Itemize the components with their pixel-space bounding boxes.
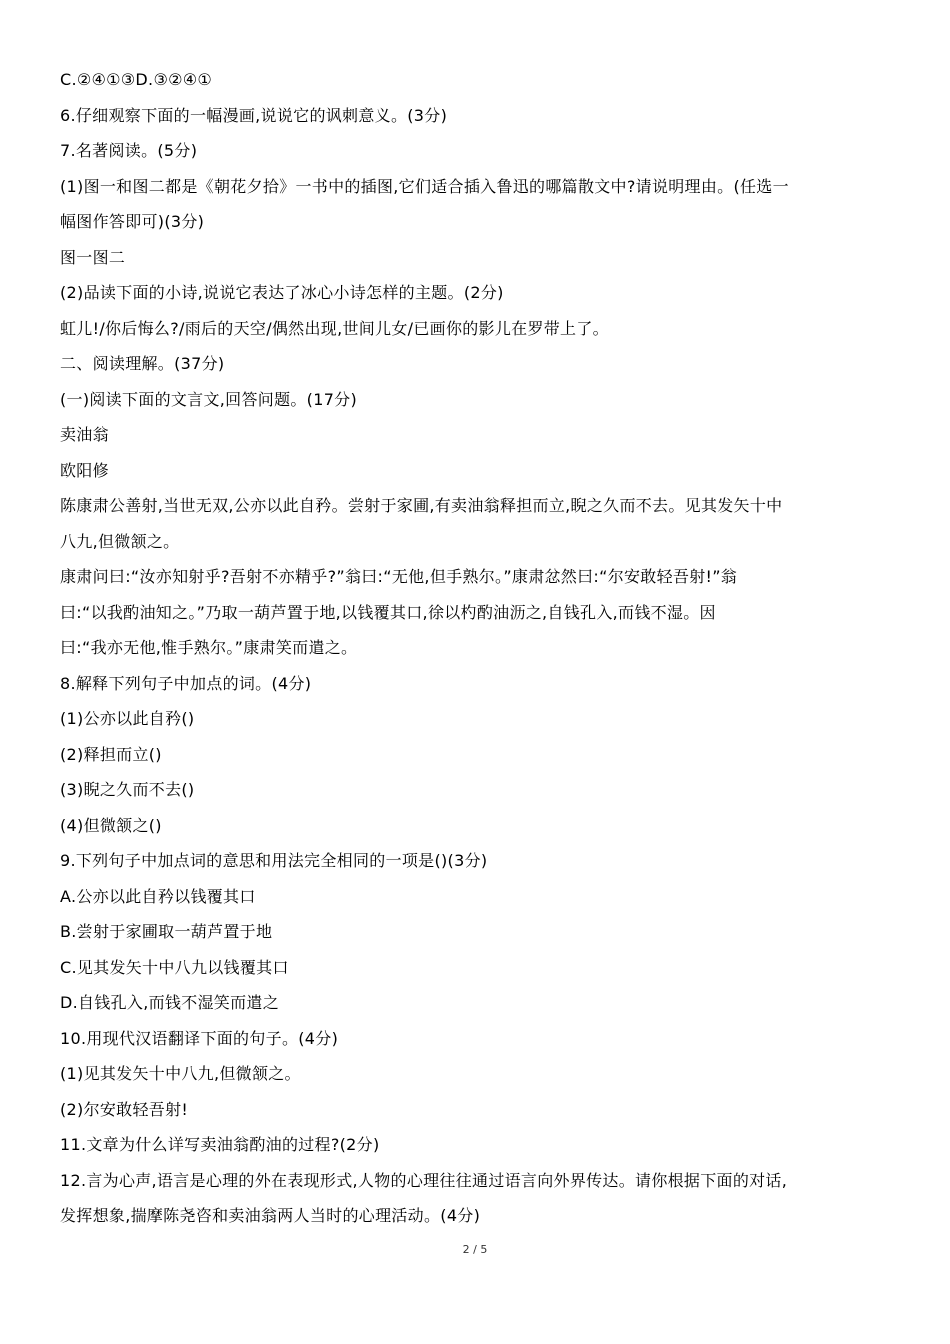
question-10: 10.用现代汉语翻译下面的句子。(4分) xyxy=(60,1028,339,1048)
option-c: C.见其发矢十中八九以钱覆其口 xyxy=(60,957,289,977)
subsection-heading: (一)阅读下面的文言文,回答问题。(17分) xyxy=(60,389,358,409)
figure-labels: 图一图二 xyxy=(60,247,126,267)
passage-paragraph-1: 陈康肃公善射,当世无双,公亦以此自矜。尝射于家圃,有卖油翁释担而立,睨之久而不去。见其发矢十中 xyxy=(60,496,783,515)
question-7-2: (2)品读下面的小诗,说说它表达了冰心小诗怎样的主题。(2分) xyxy=(60,283,504,302)
option-a: A.公亦以此自矜以钱覆其口 xyxy=(60,886,256,906)
section-heading: 二、阅读理解。(37分) xyxy=(60,354,225,373)
passage-paragraph-2: 康肃问曰:“汝亦知射乎?吾射不亦精乎?”翁曰:“无他,但手熟尔。”康肃忿然曰:“尔安敢轻吾射!”翁 xyxy=(60,567,738,586)
question-8-3: (3)睨之久而不去() xyxy=(60,780,195,799)
question-8-2: (2)释担而立() xyxy=(60,744,162,764)
passage-paragraph-2-end: 曰:“我亦无他,惟手熟尔。”康肃笑而遣之。 xyxy=(60,638,358,657)
question-12: 12.言为心声,语言是心理的外在表现形式,人物的心理往往通过语言向外界传达。请你根据下面的对话, xyxy=(60,1170,788,1190)
passage-author: 欧阳修 xyxy=(60,460,109,480)
passage-paragraph-1-cont: 八九,但微颔之。 xyxy=(60,531,180,551)
question-10-2: (2)尔安敢轻吾射! xyxy=(60,1099,189,1119)
passage-title: 卖油翁 xyxy=(60,425,109,444)
document-body xyxy=(60,62,890,1234)
question-9: 9.下列句子中加点词的意思和用法完全相同的一项是()(3分) xyxy=(60,851,488,870)
text-line: C.②④①③D.③②④① xyxy=(60,70,213,89)
question-11: 11.文章为什么详写卖油翁酌油的过程?(2分) xyxy=(60,1135,380,1154)
question-8-4: (4)但微颔之() xyxy=(60,815,162,835)
question-10-1: (1)见其发矢十中八九,但微颔之。 xyxy=(60,1064,301,1083)
question-7: 7.名著阅读。(5分) xyxy=(60,141,198,160)
passage-paragraph-2-cont: 曰:“以我酌油知之。”乃取一葫芦置于地,以钱覆其口,徐以杓酌油沥之,自钱孔入,而钱不湿。因 xyxy=(60,602,716,622)
poem: 虹儿!/你后悔么?/雨后的天空/偶然出现,世间儿女/已画你的影儿在罗带上了。 xyxy=(60,318,609,338)
question-8: 8.解释下列句子中加点的词。(4分) xyxy=(60,673,312,693)
option-d: D.自钱孔入,而钱不湿笑而遣之 xyxy=(60,993,279,1012)
option-b: B.尝射于家圃取一葫芦置于地 xyxy=(60,922,273,941)
question-12-cont: 发挥想象,揣摩陈尧咨和卖油翁两人当时的心理活动。(4分) xyxy=(60,1206,481,1225)
question-6: 6.仔细观察下面的一幅漫画,说说它的讽刺意义。(3分) xyxy=(60,105,448,125)
question-8-1: (1)公亦以此自矜() xyxy=(60,709,195,728)
page-number: 2 / 5 xyxy=(462,1243,488,1256)
question-7-1-cont: 幅图作答即可)(3分) xyxy=(60,212,205,231)
question-7-1: (1)图一和图二都是《朝花夕拾》一书中的插图,它们适合插入鲁迅的哪篇散文中?请说明理由。(任选一 xyxy=(60,176,789,196)
